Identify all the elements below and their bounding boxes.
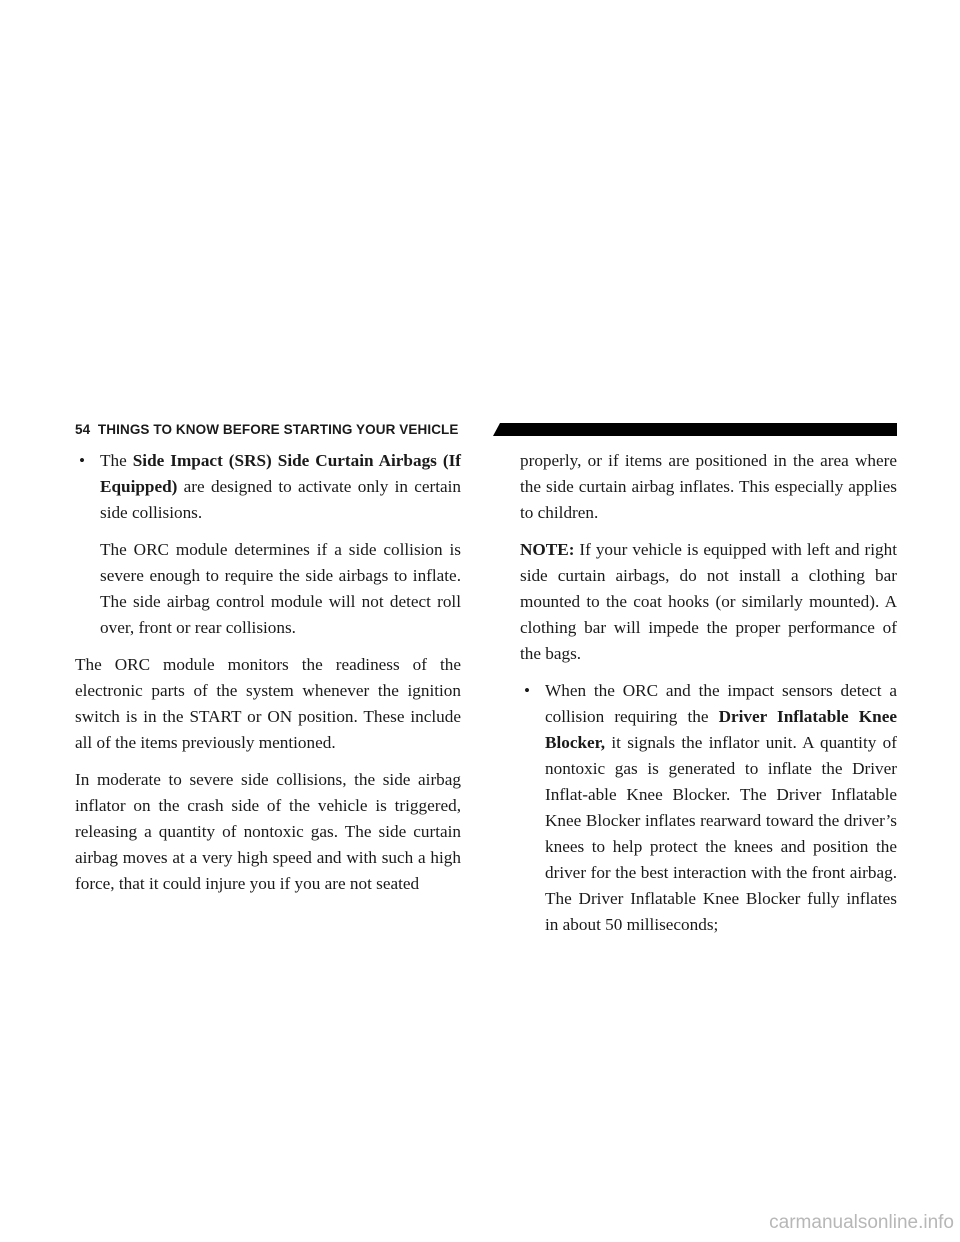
bullet-icon: • — [79, 451, 86, 470]
bullet-lead: When the ORC and the impact sensors detect a collision requiring the — [545, 681, 897, 726]
bullet-bold-term: Side Impact (SRS) Side Curtain Airbags (If Equipped) — [100, 451, 461, 496]
bullet-continuation: The ORC module determines if a side collision is severe enough to require the side airbags to inflate. The side airbag control module will not detect roll over, front or rear collisions. — [100, 540, 461, 637]
page-header — [75, 422, 897, 438]
section-title: THINGS TO KNOW BEFORE STARTING YOUR VEHICLE — [97, 422, 459, 437]
bullet-rest: it signals the inflator unit. A quantity of nontoxic gas is generated to inflate the Driver Inflat-able Knee Blocker. The Driver Inflatable Knee Blocker inflates rearward toward the driver’s knees to help protect the knees and position the driver for the best interaction with the front airbag. The Driver Inflatable Knee Blocker fully inflates in about 50 milliseconds; — [545, 733, 897, 934]
right-column — [520, 448, 897, 938]
page-number: 54 — [75, 422, 91, 437]
watermark: carmanualsonline.info — [769, 1212, 954, 1233]
bullet-knee-blocker — [520, 678, 897, 938]
paragraph-continued: properly, or if items are positioned in the area where the side curtain airbag inflates. This especially applies to children. — [520, 451, 897, 522]
bullet-rest: are designed to activate only in certain side collisions. — [100, 477, 461, 522]
header-text — [75, 422, 459, 438]
note-label: NOTE: — [520, 540, 575, 559]
header-rule — [493, 423, 897, 436]
note-text: If your vehicle is equipped with left and right side curtain airbags, do not install a clothing bar mounted to the coat hooks (or similarly mounted). A clothing bar will impede the proper performance of the bags. — [520, 540, 897, 663]
bullet-bold-term: Driver Inflatable Knee Blocker, — [545, 707, 897, 752]
note-paragraph — [520, 537, 897, 667]
paragraph-side-collisions: In moderate to severe side collisions, the side airbag inflator on the crash side of the vehicle is triggered, releasing a quantity of nontoxic gas. The side curtain airbag moves at a very high speed and with such a high force, that it could injure you if you are not seated — [75, 770, 461, 893]
paragraph-orc-monitoring: The ORC module monitors the readiness of the electronic parts of the system whenever the ignition switch is in the START or ON position. These include all of the items previously mentioned. — [75, 655, 461, 752]
bullet-icon: • — [524, 681, 531, 700]
bullet-lead: The — [100, 451, 127, 470]
left-column — [75, 448, 461, 897]
bullet-side-curtain-airbags — [75, 448, 461, 526]
